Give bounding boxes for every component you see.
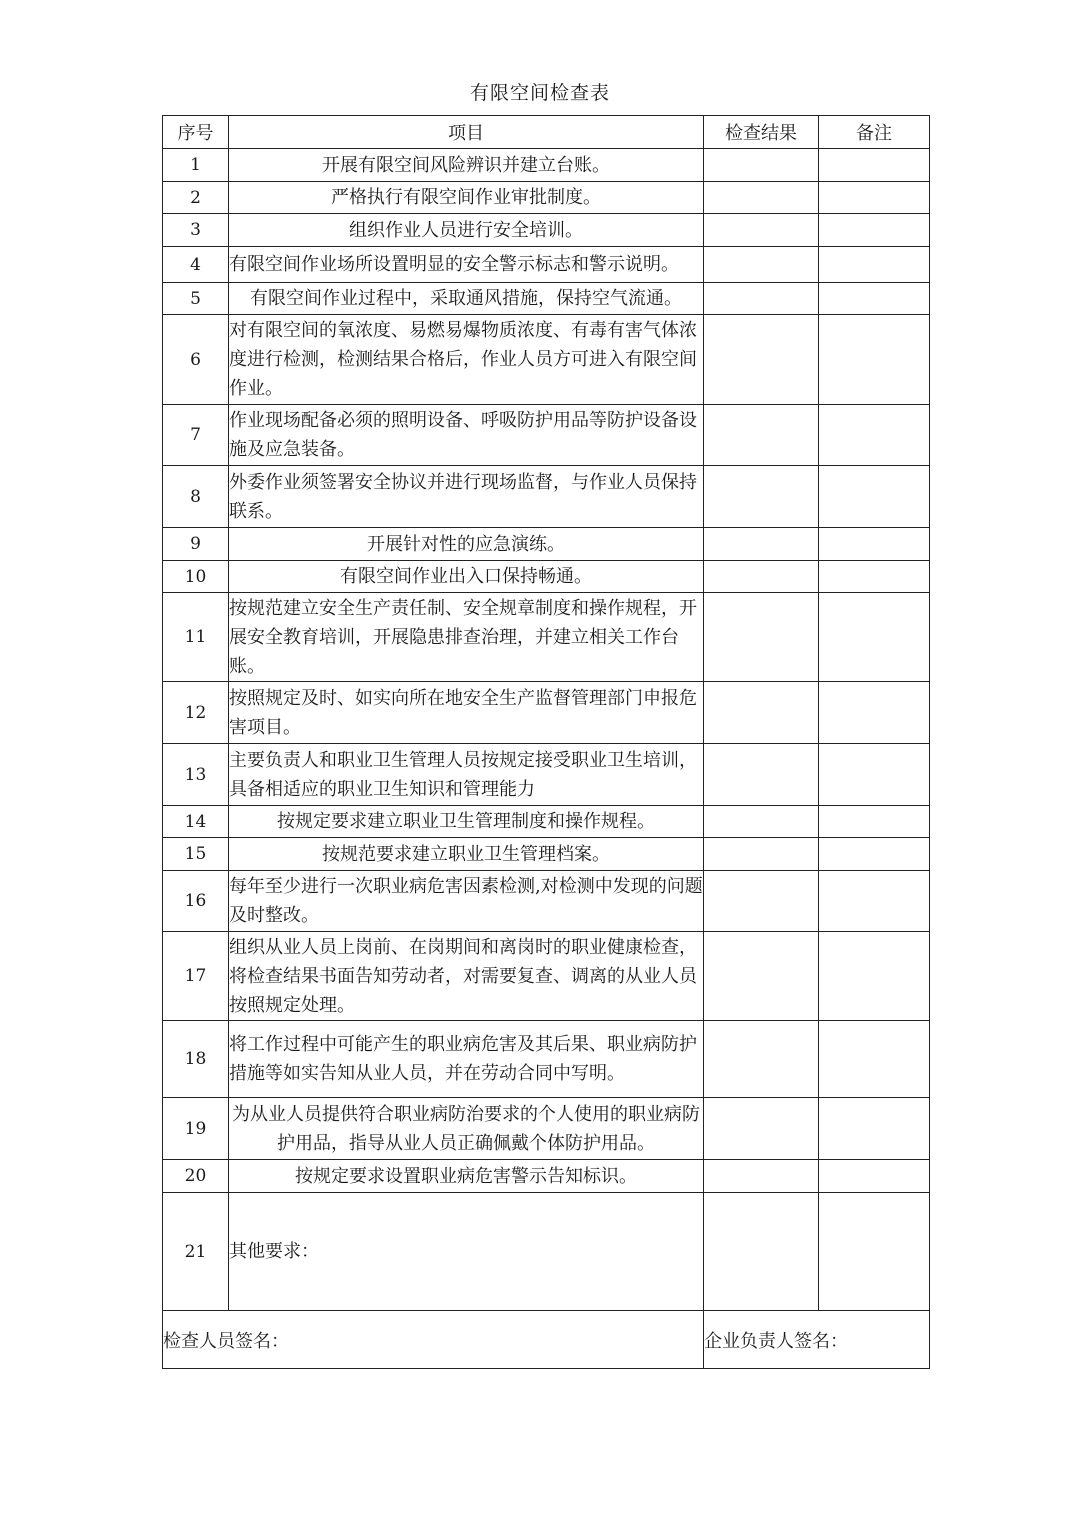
row-remark-cell[interactable] (819, 182, 930, 214)
row-item-text: 开展有限空间风险辨识并建立台账。 (229, 149, 704, 182)
row-result-cell[interactable] (704, 214, 819, 247)
row-number: 11 (163, 593, 229, 682)
row-remark-cell[interactable] (819, 149, 930, 182)
table-row (163, 838, 930, 871)
row-result-cell[interactable] (704, 1098, 819, 1160)
row-number: 20 (163, 1160, 229, 1193)
table-row (163, 932, 930, 1021)
row-item-text: 有限空间作业场所设置明显的安全警示标志和警示说明。 (229, 247, 704, 283)
row-number: 1 (163, 149, 229, 182)
row-item-text: 有限空间作业出入口保持畅通。 (229, 561, 704, 593)
row-number: 6 (163, 315, 229, 405)
table-row (163, 1021, 930, 1098)
manager-signature[interactable]: 企业负责人签名： (704, 1311, 930, 1369)
row-result-cell[interactable] (704, 283, 819, 315)
row-item-text: 按照规定及时、如实向所在地安全生产监督管理部门申报危害项目。 (229, 682, 704, 744)
row-number: 17 (163, 932, 229, 1021)
row-number: 10 (163, 561, 229, 593)
row-remark-cell[interactable] (819, 932, 930, 1021)
row-item-text: 严格执行有限空间作业审批制度。 (229, 182, 704, 214)
table-row (163, 182, 930, 214)
row-number: 13 (163, 744, 229, 806)
row-remark-cell[interactable] (819, 593, 930, 682)
row-remark-cell[interactable] (819, 466, 930, 528)
row-number: 8 (163, 466, 229, 528)
row-remark-cell[interactable] (819, 528, 930, 561)
row-item-text: 为从业人员提供符合职业病防治要求的个人使用的职业病防护用品，指导从业人员正确佩戴个体防护用品。 (229, 1098, 704, 1160)
header-item: 项目 (229, 116, 704, 149)
row-number: 5 (163, 283, 229, 315)
row-result-cell[interactable] (704, 405, 819, 466)
row-item-text: 作业现场配备必须的照明设备、呼吸防护用品等防护设备设施及应急装备。 (229, 405, 704, 466)
table-header-row (163, 116, 930, 149)
signature-row (163, 1311, 930, 1369)
table-row (163, 1160, 930, 1193)
table-row (163, 561, 930, 593)
row-item-text: 组织从业人员上岗前、在岗期间和离岗时的职业健康检查，将检查结果书面告知劳动者，对需要复查、调离的从业人员按照规定处理。 (229, 932, 704, 1021)
row-number: 9 (163, 528, 229, 561)
header-remark: 备注 (819, 116, 930, 149)
row-number: 15 (163, 838, 229, 871)
row-result-cell[interactable] (704, 1160, 819, 1193)
header-result: 检查结果 (704, 116, 819, 149)
row-item-text: 对有限空间的氧浓度、易燃易爆物质浓度、有毒有害气体浓度进行检测，检测结果合格后，作业人员方可进入有限空间作业。 (229, 315, 704, 405)
header-no: 序号 (163, 116, 229, 149)
row-result-cell[interactable] (704, 528, 819, 561)
row-remark-cell[interactable] (819, 871, 930, 932)
row-item-text: 将工作过程中可能产生的职业病危害及其后果、职业病防护措施等如实告知从业人员，并在劳动合同中写明。 (229, 1021, 704, 1098)
row-result-cell[interactable] (704, 871, 819, 932)
row-result-cell[interactable] (704, 682, 819, 744)
row-remark-cell[interactable] (819, 405, 930, 466)
table-row (163, 871, 930, 932)
row-number: 19 (163, 1098, 229, 1160)
row-remark-cell[interactable] (819, 561, 930, 593)
row-result-cell[interactable] (704, 315, 819, 405)
row-result-cell[interactable] (704, 561, 819, 593)
row-remark-cell[interactable] (819, 838, 930, 871)
row-result-cell[interactable] (704, 182, 819, 214)
table-row (163, 466, 930, 528)
row-number: 14 (163, 806, 229, 838)
checklist-table (162, 115, 930, 1369)
table-row (163, 283, 930, 315)
row-number: 16 (163, 871, 229, 932)
row-item-text: 按规范建立安全生产责任制、安全规章制度和操作规程，开展安全教育培训，开展隐患排查治理，并建立相关工作台账。 (229, 593, 704, 682)
row-result-cell[interactable] (704, 1193, 819, 1311)
table-row (163, 806, 930, 838)
row-result-cell[interactable] (704, 744, 819, 806)
row-remark-cell[interactable] (819, 315, 930, 405)
row-result-cell[interactable] (704, 932, 819, 1021)
row-remark-cell[interactable] (819, 1193, 930, 1311)
row-item-text: 组织作业人员进行安全培训。 (229, 214, 704, 247)
row-item-text: 按规范要求建立职业卫生管理档案。 (229, 838, 704, 871)
row-item-text: 外委作业须签署安全协议并进行现场监督，与作业人员保持联系。 (229, 466, 704, 528)
row-item-text: 按规定要求建立职业卫生管理制度和操作规程。 (229, 806, 704, 838)
table-row (163, 315, 930, 405)
row-number: 4 (163, 247, 229, 283)
page-title: 有限空间检查表 (469, 82, 610, 104)
table-row (163, 149, 930, 182)
row-remark-cell[interactable] (819, 682, 930, 744)
row-result-cell[interactable] (704, 806, 819, 838)
table-row (163, 405, 930, 466)
row-result-cell[interactable] (704, 593, 819, 682)
row-remark-cell[interactable] (819, 806, 930, 838)
row-result-cell[interactable] (704, 838, 819, 871)
table-row (163, 682, 930, 744)
row-remark-cell[interactable] (819, 247, 930, 283)
row-number: 7 (163, 405, 229, 466)
row-item-text: 每年至少进行一次职业病危害因素检测,对检测中发现的问题及时整改。 (229, 871, 704, 932)
row-remark-cell[interactable] (819, 1021, 930, 1098)
table-row (163, 593, 930, 682)
row-result-cell[interactable] (704, 149, 819, 182)
row-result-cell[interactable] (704, 466, 819, 528)
row-number: 21 (163, 1193, 229, 1311)
row-number: 12 (163, 682, 229, 744)
table-row (163, 744, 930, 806)
row-item-text: 其他要求： (229, 1193, 704, 1311)
table-row (163, 1193, 930, 1311)
row-number: 18 (163, 1021, 229, 1098)
table-row (163, 528, 930, 561)
table-row (163, 247, 930, 283)
row-number: 2 (163, 182, 229, 214)
row-item-text: 主要负责人和职业卫生管理人员按规定接受职业卫生培训，具备相适应的职业卫生知识和管理能力 (229, 744, 704, 806)
row-item-text: 按规定要求设置职业病危害警示告知标识。 (229, 1160, 704, 1193)
row-result-cell[interactable] (704, 1021, 819, 1098)
row-item-text: 开展针对性的应急演练。 (229, 528, 704, 561)
row-remark-cell[interactable] (819, 283, 930, 315)
inspector-signature[interactable]: 检查人员签名： (163, 1311, 704, 1369)
row-number: 3 (163, 214, 229, 247)
row-item-text: 有限空间作业过程中，采取通风措施，保持空气流通。 (229, 283, 704, 315)
row-remark-cell[interactable] (819, 214, 930, 247)
table-row (163, 1098, 930, 1160)
row-remark-cell[interactable] (819, 744, 930, 806)
row-remark-cell[interactable] (819, 1160, 930, 1193)
row-remark-cell[interactable] (819, 1098, 930, 1160)
row-result-cell[interactable] (704, 247, 819, 283)
table-row (163, 214, 930, 247)
